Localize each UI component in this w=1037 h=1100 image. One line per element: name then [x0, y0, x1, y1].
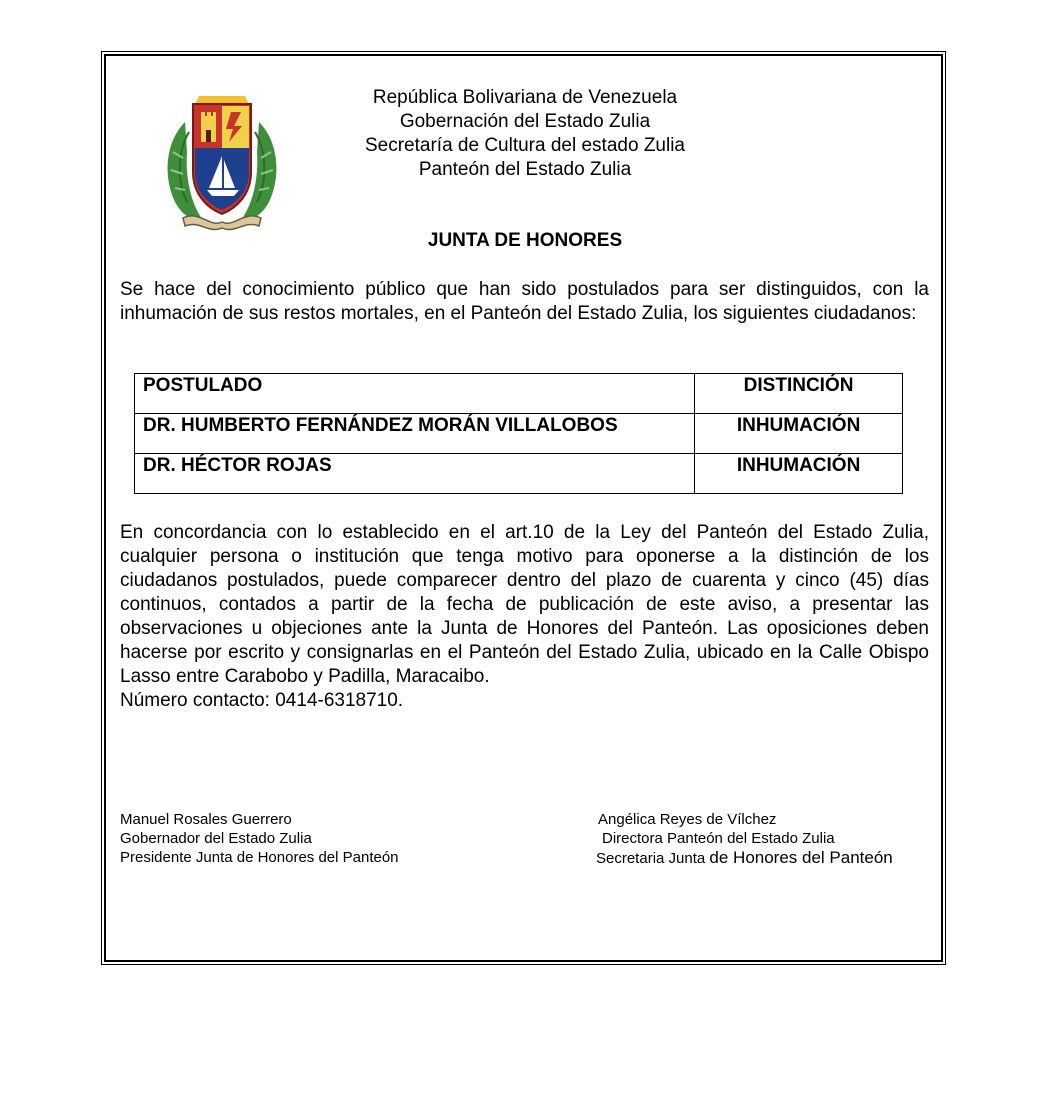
zulia-coat-of-arms-icon: [155, 82, 289, 234]
table-row: [135, 414, 903, 454]
signer-position-part: de Honores del Panteón: [709, 848, 893, 867]
letterhead-line: República Bolivariana de Venezuela: [372, 87, 678, 108]
table-header-row: [135, 374, 903, 414]
signer-role: Gobernador del Estado Zulia: [120, 830, 312, 847]
signature-block-right: [596, 810, 893, 868]
nominee-name: DR. HÉCTOR ROJAS: [135, 454, 695, 494]
nominee-distinction: INHUMACIÓN: [695, 454, 903, 494]
contact-number: Número contacto: 0414-6318710.: [120, 690, 404, 711]
nominee-name: DR. HUMBERTO FERNÁNDEZ MORÁN VILLALOBOS: [135, 414, 695, 454]
signature-block-left: [120, 810, 399, 867]
nominees-table: [134, 373, 903, 494]
table-row: [135, 454, 903, 494]
signer-role: Directora Panteón del Estado Zulia: [602, 830, 835, 847]
body-paragraph: En concordancia con lo establecido en el art.10 de la Ley del Panteón del Estado Zulia, cualquier persona o institución que tenga motivo para oponerse a la distinción de los ciudadanos postulados, puede comparecer dentro del plazo de cuarenta y cinco (45) días continuos, contados a partir de la fecha de publicación de este aviso, a presentar las observaciones u objeciones ante la Junta de Honores del Panteón. Las oposiciones deben hacerse por escrito y consignarlas en el Panteón del Estado Zulia, ubicado en la Calle Obispo Lasso entre Carabobo y Padilla, Maracaibo.: [120, 522, 929, 687]
signer-position: Presidente Junta de Honores del Panteón: [120, 849, 399, 866]
nominee-distinction: INHUMACIÓN: [695, 414, 903, 454]
document-title: JUNTA DE HONORES: [427, 230, 623, 251]
signer-name: Manuel Rosales Guerrero: [120, 811, 292, 828]
column-header-distinction: DISTINCIÓN: [695, 374, 903, 414]
letterhead-line: Panteón del Estado Zulia: [418, 159, 632, 180]
letterhead-line: Secretaría de Cultura del estado Zulia: [364, 135, 685, 156]
letterhead: [300, 86, 750, 182]
column-header-nominee: POSTULADO: [135, 374, 695, 414]
signer-position: [596, 848, 893, 868]
signer-name: Angélica Reyes de Vílchez: [598, 811, 777, 828]
signer-position-part: Secretaria Junta: [596, 850, 710, 867]
letterhead-line: Gobernación del Estado Zulia: [399, 111, 651, 132]
intro-paragraph: Se hace del conocimiento público que han sido postulados para ser distinguidos, con la inhumación de sus restos mortales, en el Panteón del Estado Zulia, los siguientes ciudadanos:: [120, 279, 929, 324]
